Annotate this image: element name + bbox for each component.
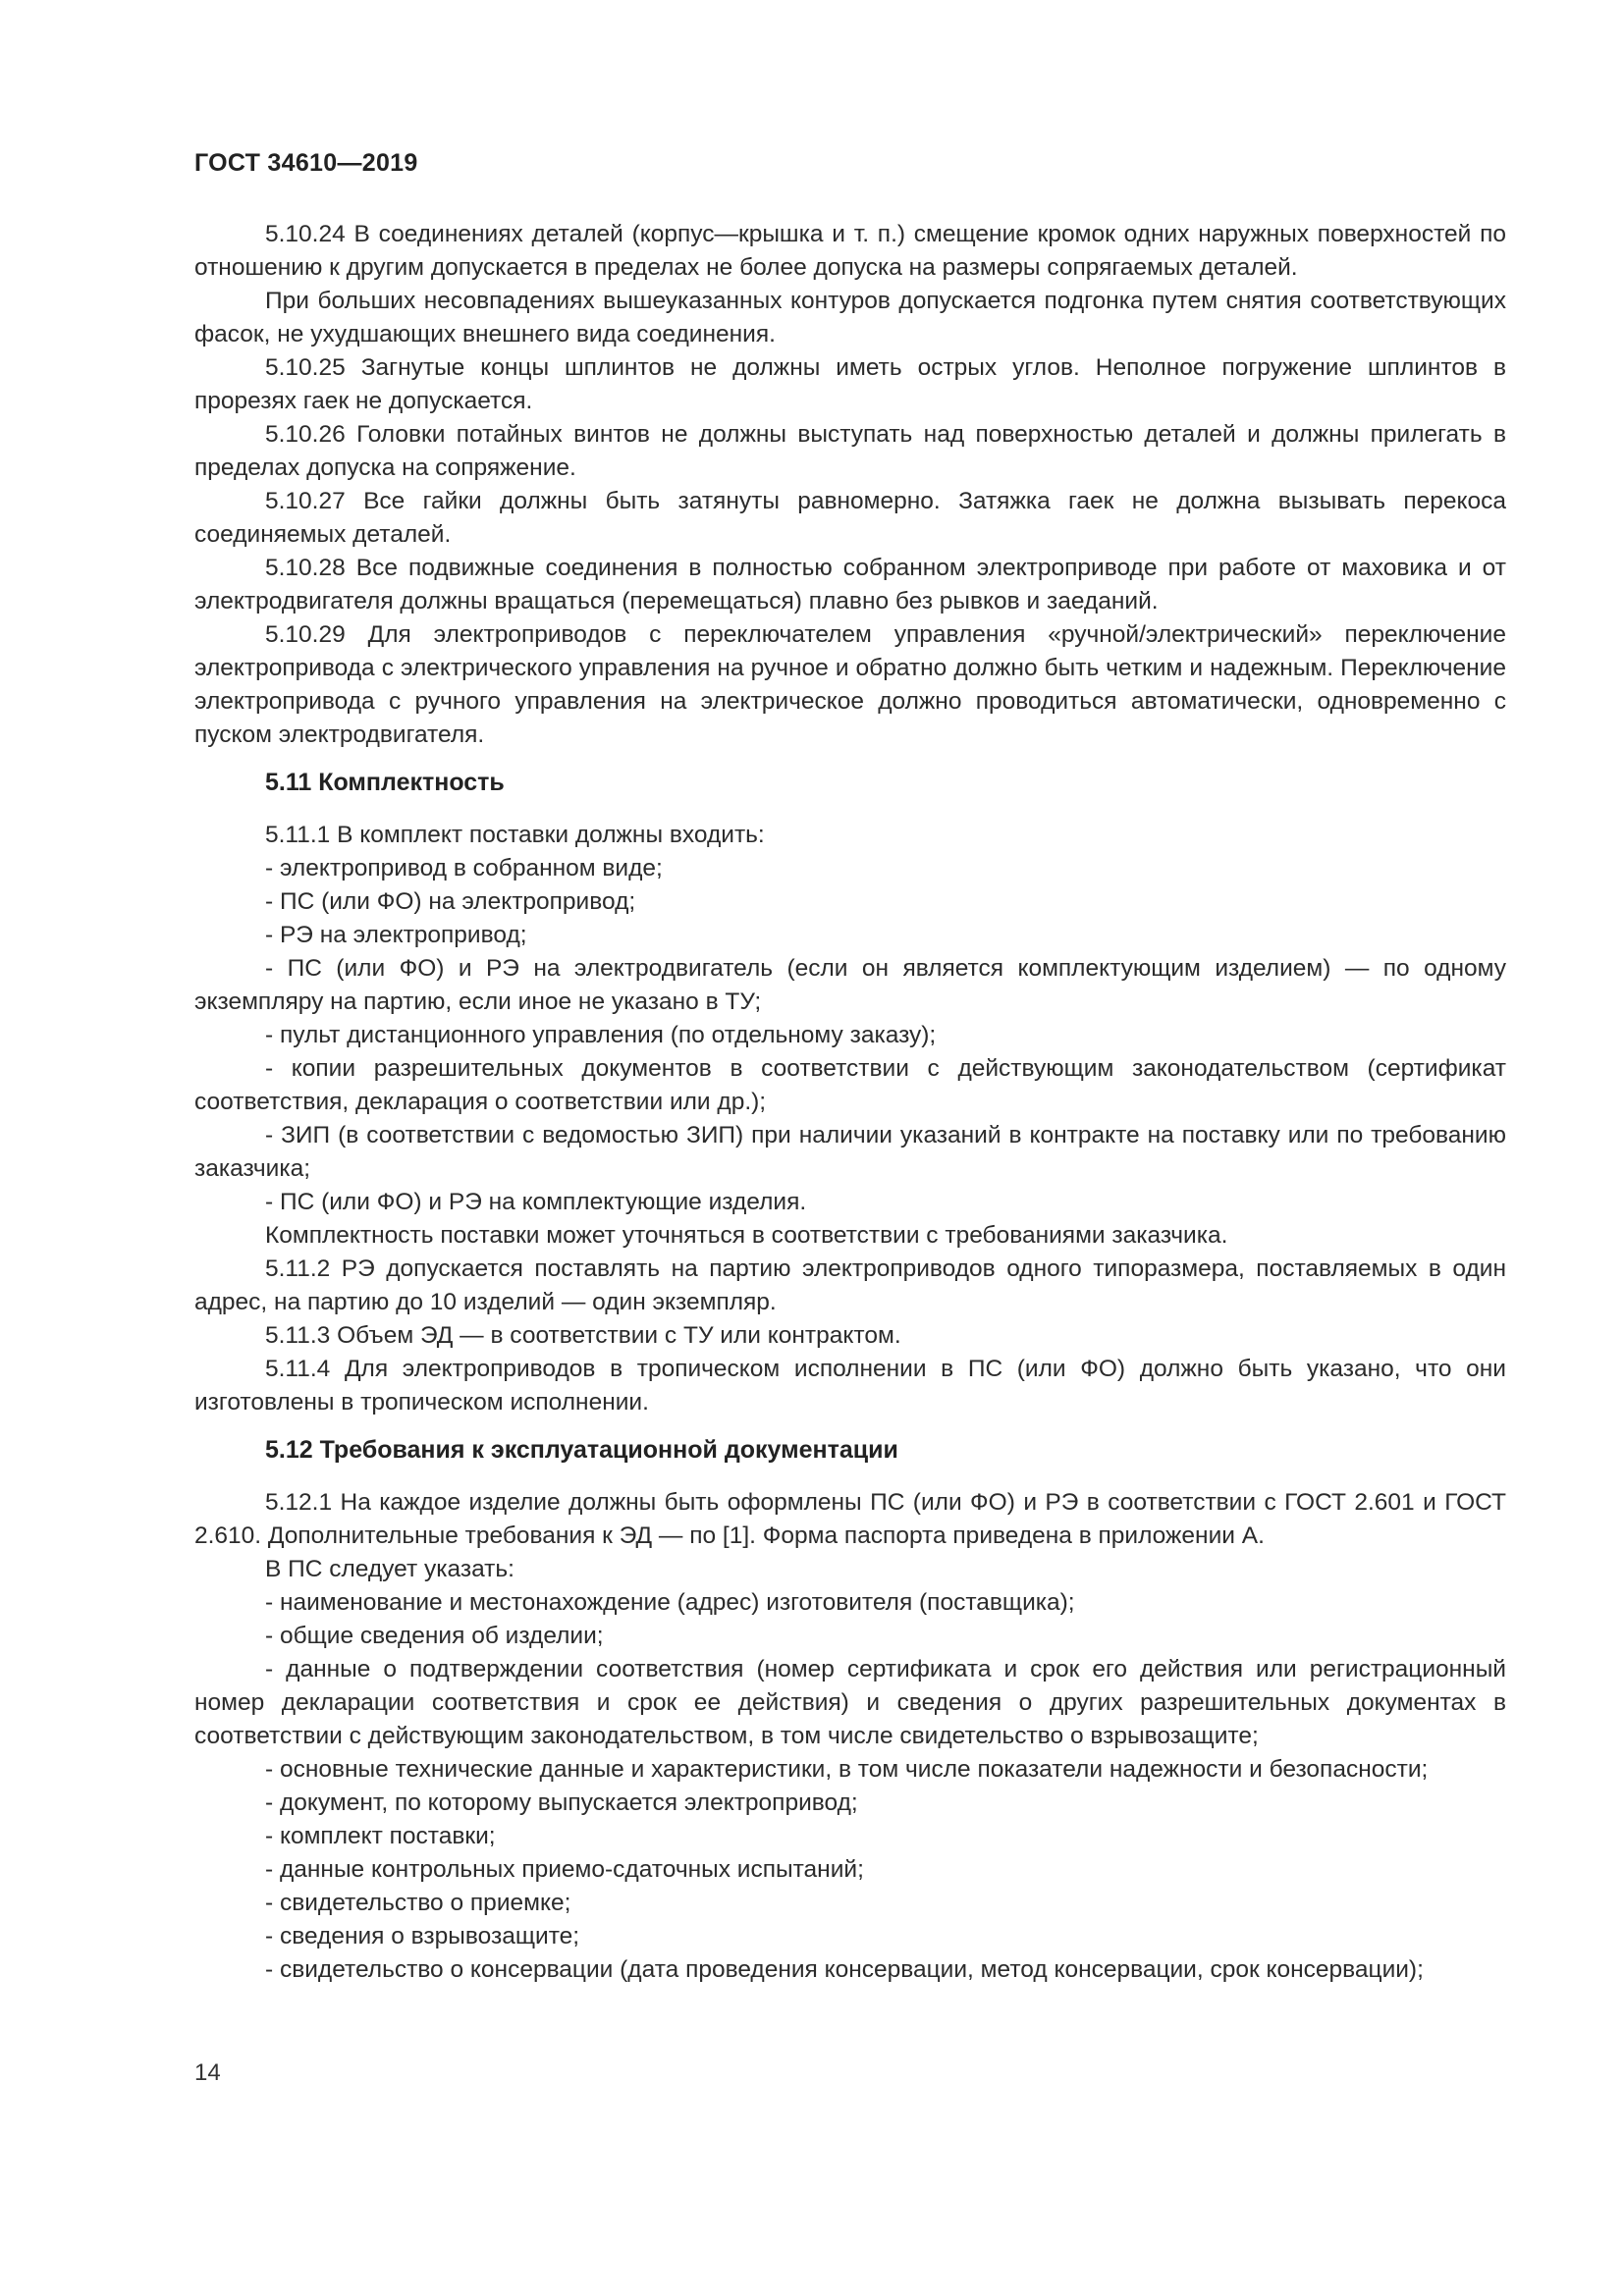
paragraph: В ПС следует указать: bbox=[265, 1556, 514, 1582]
list-item: - данные о подтверждении соответствия (номер сертификата и срок его действия или регистрационный номер декларации соответствия и срок ее действия) и сведения о других разрешительных документах в соответствии с действующим законодательством, в том числе свидетельство о взрывозащите; bbox=[194, 1656, 1506, 1749]
list-item: - ПС (или ФО) и РЭ на комплектующие изделия. bbox=[265, 1189, 807, 1215]
paragraph: Комплектность поставки может уточняться в соответствии с требованиями заказчика. bbox=[265, 1222, 1228, 1249]
clause-5-10-27: 5.10.27 Все гайки должны быть затянуты равномерно. Затяжка гаек не должна вызывать перекоса соединяемых деталей. bbox=[194, 488, 1506, 548]
list-item: - наименование и местонахождение (адрес) изготовителя (поставщика); bbox=[265, 1589, 1075, 1616]
list-item: - электропривод в собранном виде; bbox=[265, 855, 663, 881]
list-item: - ПС (или ФО) на электропривод; bbox=[265, 888, 636, 915]
clause-5-10-29: 5.10.29 Для электроприводов с переключателем управления «ручной/электрический» переключение электропривода с электрического управления на ручное и обратно должно быть четким и надежным. Переключение электропривода с ручного управления на электрическое должно проводиться автоматически, одновременно с пуском электродвигателя. bbox=[194, 621, 1506, 748]
document-header-title: ГОСТ 34610—2019 bbox=[194, 149, 418, 177]
section-heading-5-12: 5.12 Требования к эксплуатационной документации bbox=[265, 1436, 898, 1464]
clause-5-10-25: 5.10.25 Загнутые концы шплинтов не должны иметь острых углов. Неполное погружение шплинтов в прорезях гаек не допускается. bbox=[194, 354, 1506, 414]
clause-5-11-3: 5.11.3 Объем ЭД — в соответствии с ТУ или контрактом. bbox=[265, 1322, 901, 1349]
clause-5-10-24: 5.10.24 В соединениях деталей (корпус—крышка и т. п.) смещение кромок одних наружных поверхностей по отношению к другим допускается в пределах не более допуска на размеры сопрягаемых деталей. bbox=[194, 221, 1506, 281]
list-item: - копии разрешительных документов в соответствии с действующим законодательством (сертификат соответствия, декларация о соответствии или др.); bbox=[194, 1055, 1506, 1115]
list-item: - свидетельство о приемке; bbox=[265, 1890, 571, 1916]
list-item: - свидетельство о консервации (дата проведения консервации, метод консервации, срок консервации); bbox=[265, 1956, 1424, 1983]
page-number: 14 bbox=[194, 2059, 221, 2086]
clause-5-11-2: 5.11.2 РЭ допускается поставлять на партию электроприводов одного типоразмера, поставляемых в один адрес, на партию до 10 изделий — один экземпляр. bbox=[194, 1255, 1506, 1315]
list-item: - комплект поставки; bbox=[265, 1823, 496, 1849]
list-item: - основные технические данные и характеристики, в том числе показатели надежности и безопасности; bbox=[265, 1756, 1429, 1783]
clause-5-12-1: 5.12.1 На каждое изделие должны быть оформлены ПС (или ФО) и РЭ в соответствии с ГОСТ 2.601 и ГОСТ 2.610. Дополнительные требования к ЭД — по [1]. Форма паспорта приведена в приложении А. bbox=[194, 1489, 1506, 1549]
list-item: - ЗИП (в соответствии с ведомостью ЗИП) при наличии указаний в контракте на поставку или по требованию заказчика; bbox=[194, 1122, 1506, 1182]
paragraph: При больших несовпадениях вышеуказанных контуров допускается подгонка путем снятия соответствующих фасок, не ухудшающих внешнего вида соединения. bbox=[194, 288, 1506, 347]
list-item: - документ, по которому выпускается электропривод; bbox=[265, 1789, 858, 1816]
document-body bbox=[194, 218, 1506, 1987]
list-item: - пульт дистанционного управления (по отдельному заказу); bbox=[265, 1022, 937, 1048]
clause-5-10-28: 5.10.28 Все подвижные соединения в полностью собранном электроприводе при работе от маховика и от электродвигателя должны вращаться (перемещаться) плавно без рывков и заеданий. bbox=[194, 555, 1506, 614]
clause-5-11-1: 5.11.1 В комплект поставки должны входить: bbox=[265, 822, 765, 848]
list-item: - ПС (или ФО) и РЭ на электродвигатель (если он является комплектующим изделием) — по одному экземпляру на партию, если иное не указано в ТУ; bbox=[194, 955, 1506, 1015]
list-item: - данные контрольных приемо-сдаточных испытаний; bbox=[265, 1856, 864, 1883]
list-item: - общие сведения об изделии; bbox=[265, 1623, 604, 1649]
list-item: - РЭ на электропривод; bbox=[265, 922, 527, 948]
section-heading-5-11: 5.11 Комплектность bbox=[265, 769, 505, 796]
clause-5-11-4: 5.11.4 Для электроприводов в тропическом исполнении в ПС (или ФО) должно быть указано, что они изготовлены в тропическом исполнении. bbox=[194, 1356, 1506, 1415]
clause-5-10-26: 5.10.26 Головки потайных винтов не должны выступать над поверхностью деталей и должны прилегать в пределах допуска на сопряжение. bbox=[194, 421, 1506, 481]
list-item: - сведения о взрывозащите; bbox=[265, 1923, 580, 1949]
